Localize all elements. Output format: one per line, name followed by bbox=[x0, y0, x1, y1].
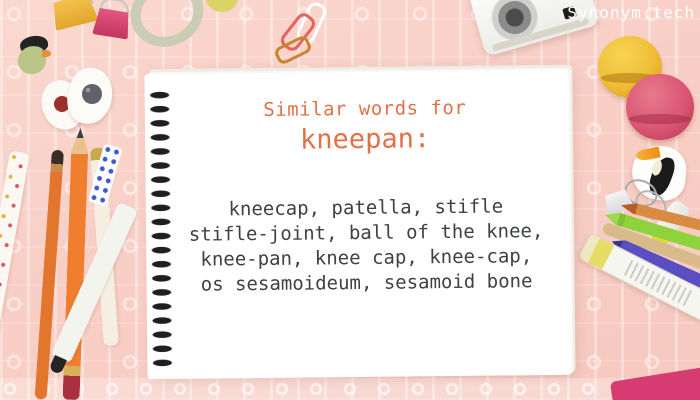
heading-word: kneepan: bbox=[299, 123, 431, 156]
heading-prefix: Similar words for bbox=[263, 96, 467, 121]
notebook-text-block bbox=[175, 94, 557, 298]
macaron-filling-icon bbox=[629, 114, 692, 125]
pink-macaron-icon bbox=[626, 74, 694, 140]
synonym-line: knee-pan, knee cap, knee-cap, bbox=[200, 245, 533, 271]
circuit-board-bottom-strip bbox=[0, 378, 700, 400]
spiral-notebook bbox=[144, 70, 571, 379]
eraser-stone-gray-dot-icon bbox=[82, 84, 102, 104]
synonym-list bbox=[176, 194, 557, 298]
synonym-line: stifle-joint, ball of the knee, bbox=[188, 220, 544, 246]
brand-logo: Synonym.tech bbox=[567, 3, 695, 22]
bird-beak-icon bbox=[42, 50, 51, 57]
notebook-page bbox=[144, 70, 571, 379]
spiral-binding-icon bbox=[147, 88, 176, 370]
synonym-line: os sesamoideum, sesamoid bone bbox=[200, 270, 533, 296]
synonym-line: kneecap, patella, stifle bbox=[228, 195, 504, 221]
